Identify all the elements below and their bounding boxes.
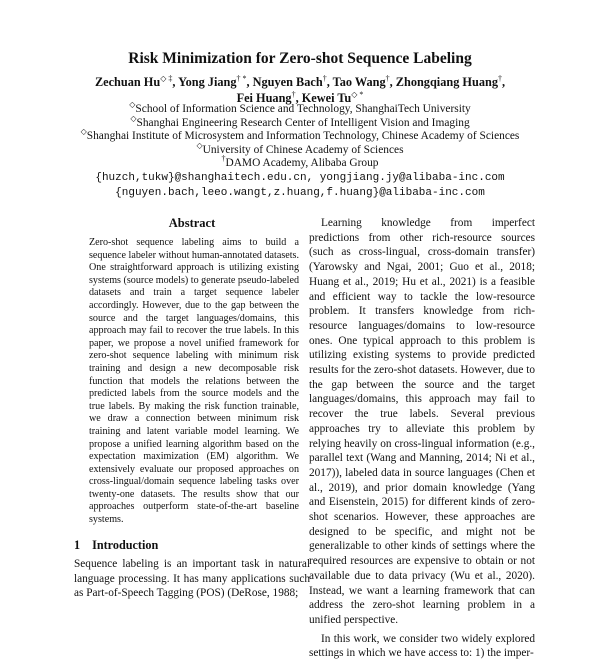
author-name: Kewei Tu	[301, 91, 352, 105]
affiliation-mark: †	[221, 154, 226, 163]
affiliation-list	[0, 100, 600, 171]
right-column	[309, 216, 535, 661]
paragraph: Learning knowledge from imperfect predictions from other rich-resource sources (such as cross-lingual, cross-domain transfer) (Yarowsky and Ngai, 2001; Guo et al., 2018; Huang et al., 2019; Hu et al., 2021) is a feasible and efficient way to tackle the low-resource problem. It transfers knowledge from rich-resource languages/domains to low-resource ones. One typical approach to this problem is utilizing existing systems to provide predicted results for the zero-shot datasets. However, due to the gap between the source and the target languages/domains, this approach may fail to recover the true labels. Several previous approaches try to alleviate this problem by relying heavily on cross-lingual information (e.g., parallel text (Wang and Manning, 2014; Ni et al., 2017)), labeled data in source languages (Chen et al., 2019), and prior domain knowledge (Yang and Eisenstein, 2015) for different kinds of zero-shot scenarios. However, these approaches are designed to be specific, and might not be generalizable to other kinds of settings where the required resources are expensive to obtain or not available due to data privacy (Wu et al., 2020). Instead, we want a learning framework that can address the zero-shot learning problem in a unified perspective.	[309, 217, 535, 626]
author-marks: †	[322, 74, 327, 83]
email-list	[0, 171, 600, 200]
author-name: Tao Wang	[332, 75, 386, 89]
author-marks: ◇ *	[351, 90, 364, 99]
affiliation-text: University of Chinese Academy of Sciences	[202, 143, 404, 156]
section-heading	[74, 538, 158, 553]
affiliation-text: Shanghai Engineering Research Center of Intelligent Vision and Imaging	[136, 116, 470, 129]
author-name: Zhongqiang Huang	[395, 75, 498, 89]
abstract-body: Zero-shot sequence labeling aims to build a sequence labeler without human-annotated datasets. One straightforward approach is utilizing existing systems (source models) to generate pseudo-labeled datasets and train a target sequence labeler accordingly. However, due to the gap between the source and the target languages/domains, this approach may fail to recover the true labels. In this paper, we propose a novel unified framework for zero-shot sequence labeling with minimum risk training and design a new decomposable risk function that models the relations between the predicted labels from the source models and the true labels. By making the risk function trainable, we draw a connection between minimum risk training and latent variable model learning. We propose a unified learning algorithm based on the expectation maximization (EM) algorithm. We extensively evaluate our proposed approaches on cross-lingual/domain sequence labeling tasks over twenty-one datasets. The results show that our approaches outperform state-of-the-art baseline systems.	[89, 237, 299, 526]
paragraph: In this work, we consider two widely explored settings in which we have access to: 1) the imper-	[309, 632, 535, 660]
affiliation-mark: ◇	[80, 127, 87, 136]
author-name: Fei Huang	[236, 91, 292, 105]
author-marks: † *	[236, 74, 247, 83]
affiliation-mark: ◇	[130, 113, 137, 123]
author-marks: †	[385, 74, 390, 83]
affiliation-text: School of Information Science and Technology, ShanghaiTech University	[135, 103, 471, 115]
author-line-1: Zechuan Hu◇ ‡, Yong Jiang† *, Nguyen Bach†, Tao Wang†, Zhongqiang Huang†,	[94, 74, 506, 89]
affiliation	[0, 113, 600, 131]
author-name: Nguyen Bach	[252, 75, 323, 89]
abstract-heading: Abstract	[168, 216, 216, 230]
affiliation	[0, 100, 600, 117]
affiliation-text: Shanghai Institute of Microsystem and Information Technology, Chinese Academy of Sciences	[86, 130, 520, 142]
email-line: {nguyen.bach,leeo.wangt,z.huang,f.huang}@alibaba-inc.com	[115, 186, 485, 199]
affiliation-text: DAMO Academy, Alibaba Group	[225, 157, 379, 169]
paper-title: Risk Minimization for Zero-shot Sequence Labeling	[128, 50, 472, 67]
author-marks: ◇ ‡	[160, 74, 173, 83]
email-line: {huzch,tukw}@shanghaitech.edu.cn, yongjiang.jy@alibaba-inc.com	[95, 172, 505, 184]
section-number: 1	[74, 538, 81, 552]
author-name: Zechuan Hu	[94, 75, 161, 89]
affiliation-mark: ◇	[129, 100, 136, 109]
affiliation	[0, 140, 600, 158]
author-marks: †	[497, 74, 502, 83]
author-line-2: Fei Huang†, Kewei Tu◇ *	[236, 90, 364, 105]
affiliation	[0, 154, 600, 171]
author-name: Yong Jiang	[178, 75, 237, 89]
author-marks: †	[291, 90, 296, 99]
affiliation-mark: ◇	[196, 140, 203, 150]
paragraph: Sequence labeling is an important task in natural language processing. It has many applications such as Part-of-Speech Tagging (POS) (DeRose, 1988;	[74, 558, 310, 600]
introduction-body	[74, 557, 310, 601]
affiliation	[0, 127, 600, 144]
section-title: Introduction	[92, 538, 159, 552]
